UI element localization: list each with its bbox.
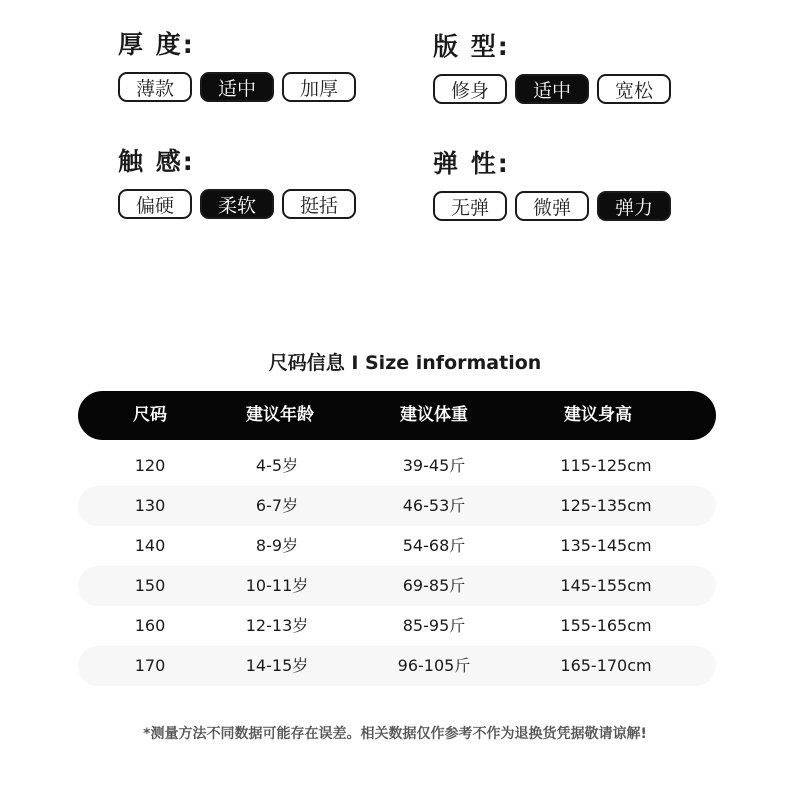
fit-group	[433, 31, 653, 102]
cell-age: 10-11岁	[245, 576, 309, 595]
cell-age: 8-9岁	[255, 536, 299, 555]
disclaimer-note: *测量方法不同数据可能存在误差。相关数据仅作参考不作为退换货凭据敬请谅解!	[143, 726, 647, 742]
cell-height: 165-170cm	[560, 656, 652, 675]
stretch-title: 弹 性:	[433, 149, 510, 178]
cell-weight: 96-105斤	[397, 656, 471, 675]
cell-age: 14-15岁	[245, 656, 309, 675]
header-height: 建议身高	[564, 405, 632, 425]
cell-size: 130	[134, 496, 166, 515]
table-row	[78, 566, 716, 606]
cell-age: 4-5岁	[255, 456, 299, 475]
cell-weight: 85-95斤	[402, 616, 466, 635]
cell-weight: 54-68斤	[402, 536, 466, 555]
thickness-options	[118, 72, 356, 102]
stretch-option-none: 无弹	[433, 191, 507, 221]
stretch-group	[433, 148, 653, 219]
cell-height: 115-125cm	[560, 456, 652, 475]
cell-size: 120	[134, 456, 166, 475]
thickness-title: 厚 度:	[118, 30, 195, 59]
thickness-group	[118, 29, 338, 100]
fit-options	[433, 74, 671, 104]
cell-height: 125-135cm	[560, 496, 652, 515]
cell-size: 140	[134, 536, 166, 555]
feel-group	[118, 146, 338, 217]
fit-option-slim: 修身	[433, 74, 507, 104]
header-weight: 建议体重	[400, 405, 468, 425]
size-table-header	[78, 391, 716, 440]
cell-age: 6-7岁	[255, 496, 299, 515]
thickness-option-thick: 加厚	[282, 72, 356, 102]
stretch-options	[433, 191, 671, 221]
feel-option-crisp: 挺括	[282, 189, 356, 219]
stretch-option-stretchy: 弹力	[597, 191, 671, 221]
stretch-option-slight: 微弹	[515, 191, 589, 221]
cell-size: 170	[134, 656, 166, 675]
thickness-option-medium: 适中	[200, 72, 274, 102]
cell-height: 135-145cm	[560, 536, 652, 555]
cell-height: 145-155cm	[560, 576, 652, 595]
header-size: 尺码	[133, 405, 167, 425]
cell-weight: 46-53斤	[402, 496, 466, 515]
cell-size: 150	[134, 576, 166, 595]
feel-option-soft: 柔软	[200, 189, 274, 219]
table-row	[78, 646, 716, 686]
cell-weight: 39-45斤	[402, 456, 466, 475]
feel-title: 触 感:	[118, 147, 195, 176]
fit-title: 版 型:	[433, 32, 510, 61]
cell-size: 160	[134, 616, 166, 635]
cell-height: 155-165cm	[560, 616, 652, 635]
table-row	[78, 526, 716, 566]
cell-age: 12-13岁	[245, 616, 309, 635]
feel-option-stiff: 偏硬	[118, 189, 192, 219]
thickness-option-thin: 薄款	[118, 72, 192, 102]
fit-option-regular: 适中	[515, 74, 589, 104]
fit-option-loose: 宽松	[597, 74, 671, 104]
size-table-title: 尺码信息 I Size information	[268, 352, 542, 374]
table-row	[78, 606, 716, 646]
cell-weight: 69-85斤	[402, 576, 466, 595]
header-age: 建议年龄	[246, 405, 314, 425]
feel-options	[118, 189, 356, 219]
table-row	[78, 446, 716, 486]
table-row	[78, 486, 716, 526]
